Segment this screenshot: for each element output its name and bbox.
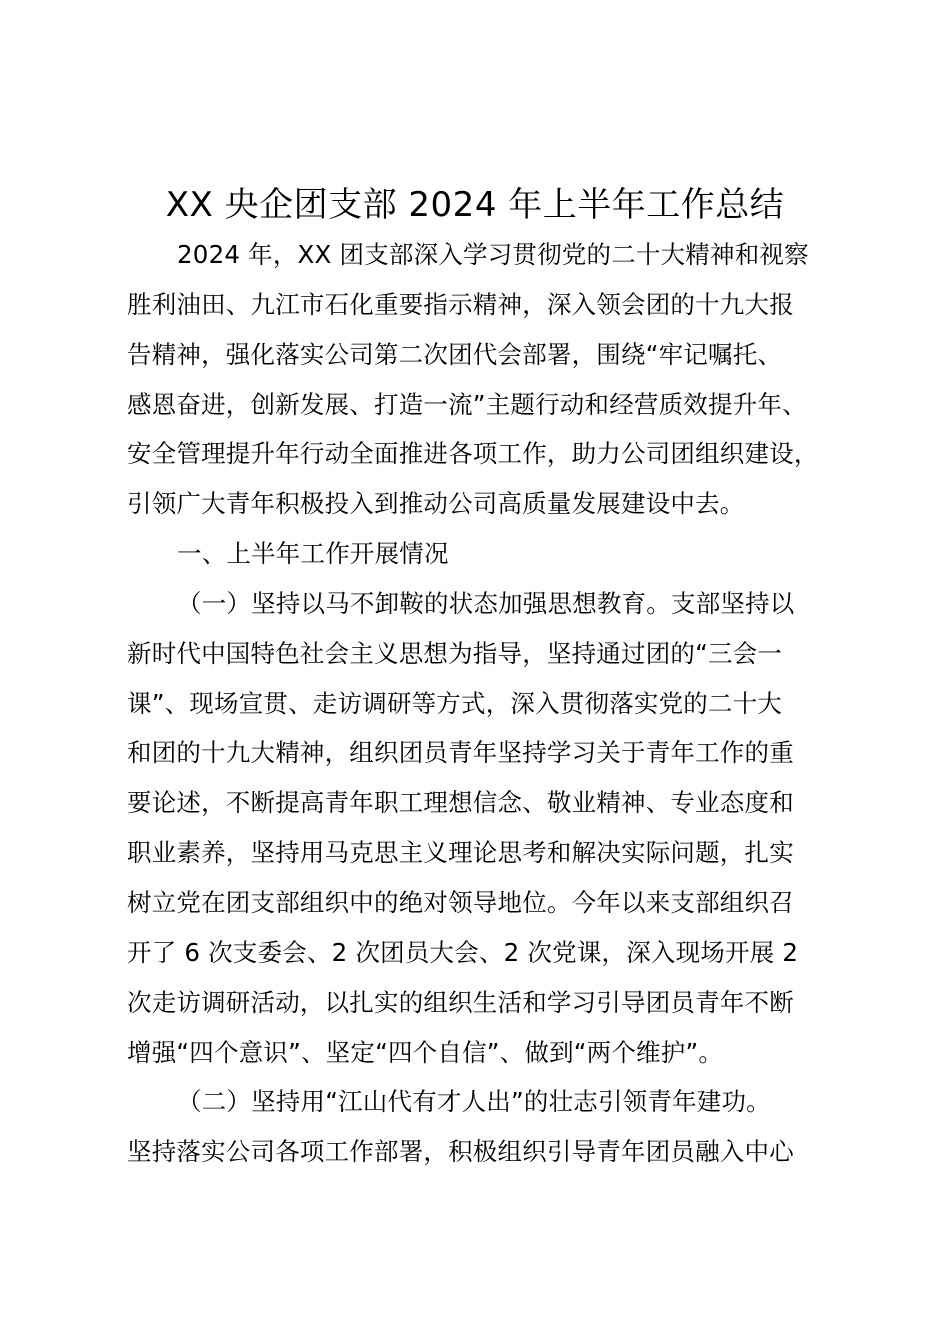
section-heading: 一、上半年工作开展情况 bbox=[177, 539, 449, 569]
paragraph-line: 树立党在团支部组织中的绝对领导地位。今年以来支部组织召 bbox=[127, 887, 794, 917]
paragraph-line: 新时代中国特色社会主义思想为指导，坚持通过团的“三会一 bbox=[127, 638, 783, 668]
paragraph-line: 胜利油田、九江市石化重要指示精神，深入领会团的十九大报 bbox=[127, 289, 794, 319]
paragraph-line: （二）坚持用“江山代有才人出”的壮志引领青年建功。 bbox=[177, 1087, 771, 1117]
paragraph-line: 告精神，强化落实公司第二次团代会部署，围绕“牢记嘱托、 bbox=[127, 339, 783, 369]
paragraph-line: （一）坚持以马不卸鞍的状态加强思想教育。支部坚持以 bbox=[177, 588, 795, 618]
paragraph-line: 课”、现场宣贯、走访调研等方式，深入贯彻落实党的二十大 bbox=[127, 688, 783, 718]
paragraph-line: 增强“四个意识”、坚定“四个自信”、做到“两个维护”。 bbox=[127, 1037, 724, 1067]
paragraph-line: 要论述，不断提高青年职工理想信念、敬业精神、专业态度和 bbox=[127, 788, 794, 818]
document-body bbox=[127, 230, 837, 1177]
paragraph-line: 引领广大青年积极投入到推动公司高质量发展建设中去。 bbox=[127, 489, 745, 519]
paragraph-line: 和团的十九大精神，组织团员青年坚持学习关于青年工作的重 bbox=[127, 738, 794, 768]
paragraph-line: 开了 6 次支委会、2 次团员大会、2 次党课，深入现场开展 2 bbox=[127, 937, 799, 967]
document-title: XX 央企团支部 2024 年上半年工作总结 bbox=[165, 185, 785, 225]
paragraph-line: 感恩奋进，创新发展、打造一流”主题行动和经营质效提升年、 bbox=[127, 389, 807, 419]
paragraph-line: 坚持落实公司各项工作部署，积极组织引导青年团员融入中心 bbox=[127, 1137, 794, 1167]
paragraph-line: 职业素养，坚持用马克思主义理论思考和解决实际问题，扎实 bbox=[127, 838, 794, 868]
paragraph-line: 次走访调研活动，以扎实的组织生活和学习引导团员青年不断 bbox=[127, 987, 794, 1017]
paragraph-line: 安全管理提升年行动全面推进各项工作，助力公司团组织建设， bbox=[127, 439, 819, 469]
paragraph-line: 2024 年，XX 团支部深入学习贯彻党的二十大精神和视察 bbox=[177, 240, 809, 269]
